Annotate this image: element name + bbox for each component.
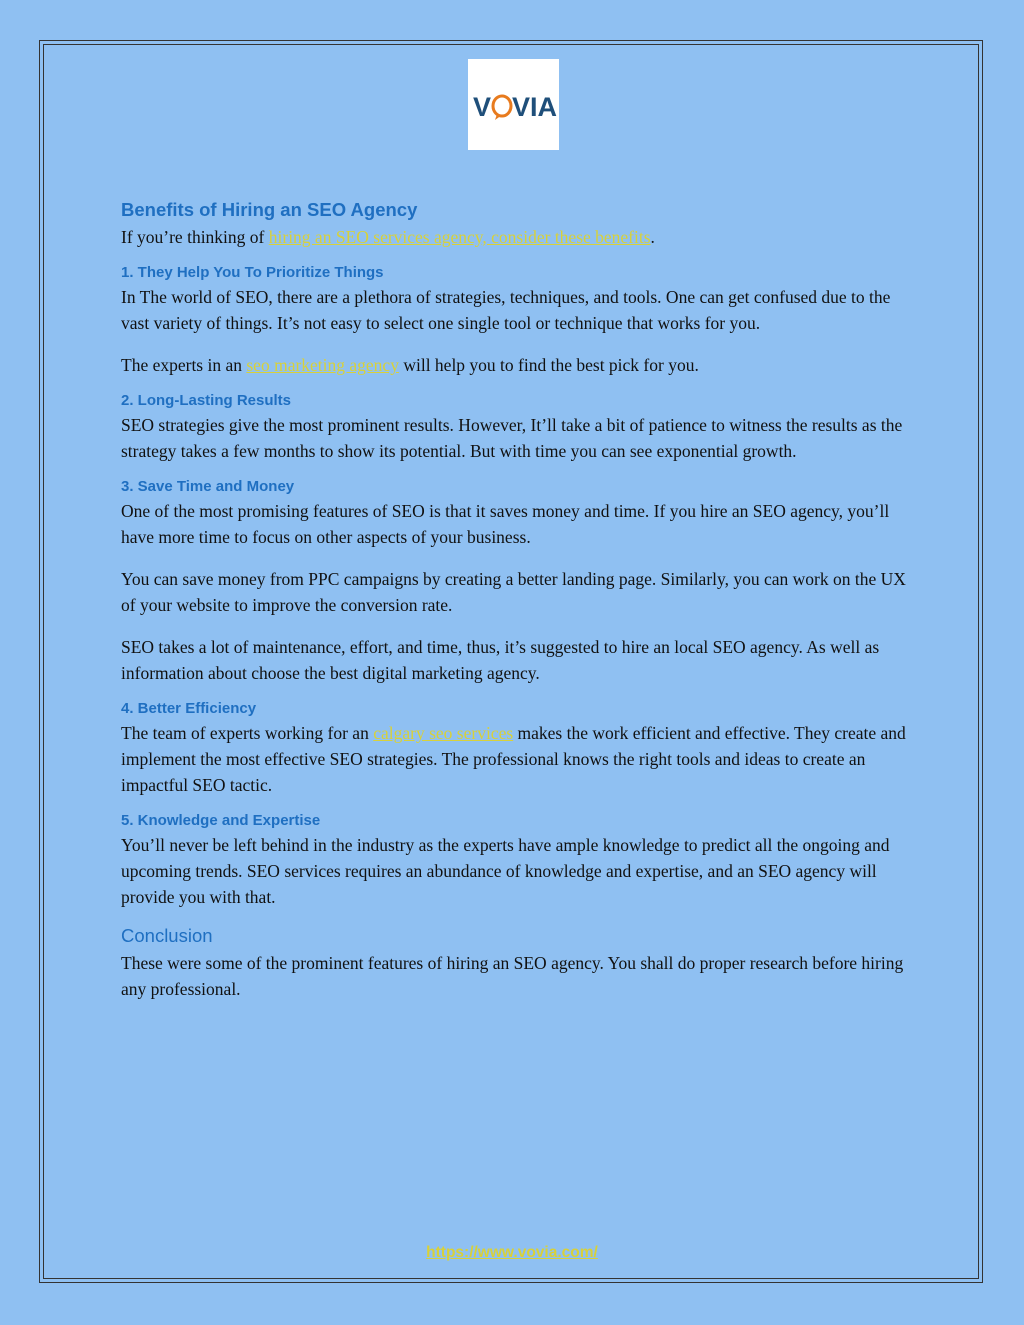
vovia-logo [468,59,559,150]
intro-paragraph: If you’re thinking of hiring an SEO services agency, consider these benefits. [121,227,655,247]
section-2-paragraph-1: SEO strategies give the most prominent results. However, It’ll take a bit of patience to witness the results as the strategy takes a few months to show its potential. But with time you can see exponential growth. [121,415,903,461]
section-4-paragraph-1: The team of experts working for an calgary seo services makes the work efficient and effective. They create and implement the most effective SEO strategies. The professional knows the right tools and ideas to create an impactful SEO tactic. [121,723,906,795]
section-heading-3: 3. Save Time and Money [121,478,295,495]
section-5-paragraph-1: You’ll never be left behind in the industry as the experts have ample knowledge to predict all the ongoing and upcoming trends. SEO services requires an abundance of knowledge and expertise, and an SEO agency will provide you with that. [121,835,890,907]
section-heading-5: 5. Knowledge and Expertise [121,812,321,829]
vovia-logo-mark [471,85,557,125]
section-1-paragraph-2: The experts in an seo marketing agency will help you to find the best pick for you. [121,355,699,375]
article-title: Benefits of Hiring an SEO Agency [121,199,418,220]
speech-bubble-o-icon [493,96,511,120]
article-body [121,196,911,1002]
section-heading-1: 1. They Help You To Prioritize Things [121,264,384,281]
section-heading-4: 4. Better Efficiency [121,700,257,717]
section-3-paragraph-1: One of the most promising features of SEO is that it saves money and time. If you hire an SEO agency, you’ll have more time to focus on other aspects of your business. [121,501,890,547]
svg-text:VIA: VIA [511,91,557,122]
svg-text:V: V [472,91,491,122]
section-1-paragraph-1: In The world of SEO, there are a plethora of strategies, techniques, and tools. One can get confused due to the vast variety of things. It’s not easy to select one single tool or technique that works for you. [121,287,891,333]
section-3-paragraph-3: SEO takes a lot of maintenance, effort, and time, thus, it’s suggested to hire an local SEO agency. As well as information about choose the best digital marketing agency. [121,637,880,683]
calgary-seo-services-link[interactable]: calgary seo services [373,723,514,743]
conclusion-heading: Conclusion [121,925,213,946]
footer-url-link[interactable]: https://www.vovia.com/ [426,1244,598,1261]
section-3-paragraph-2: You can save money from PPC campaigns by creating a better landing page. Similarly, you can work on the UX of your website to improve the conversion rate. [121,569,906,615]
intro-link[interactable]: hiring an SEO services agency, consider these benefits [268,227,651,247]
conclusion-paragraph: These were some of the prominent features of hiring an SEO agency. You shall do proper research before hiring any professional. [121,953,904,999]
seo-marketing-agency-link[interactable]: seo marketing agency [246,355,399,375]
section-heading-2: 2. Long-Lasting Results [121,392,292,409]
